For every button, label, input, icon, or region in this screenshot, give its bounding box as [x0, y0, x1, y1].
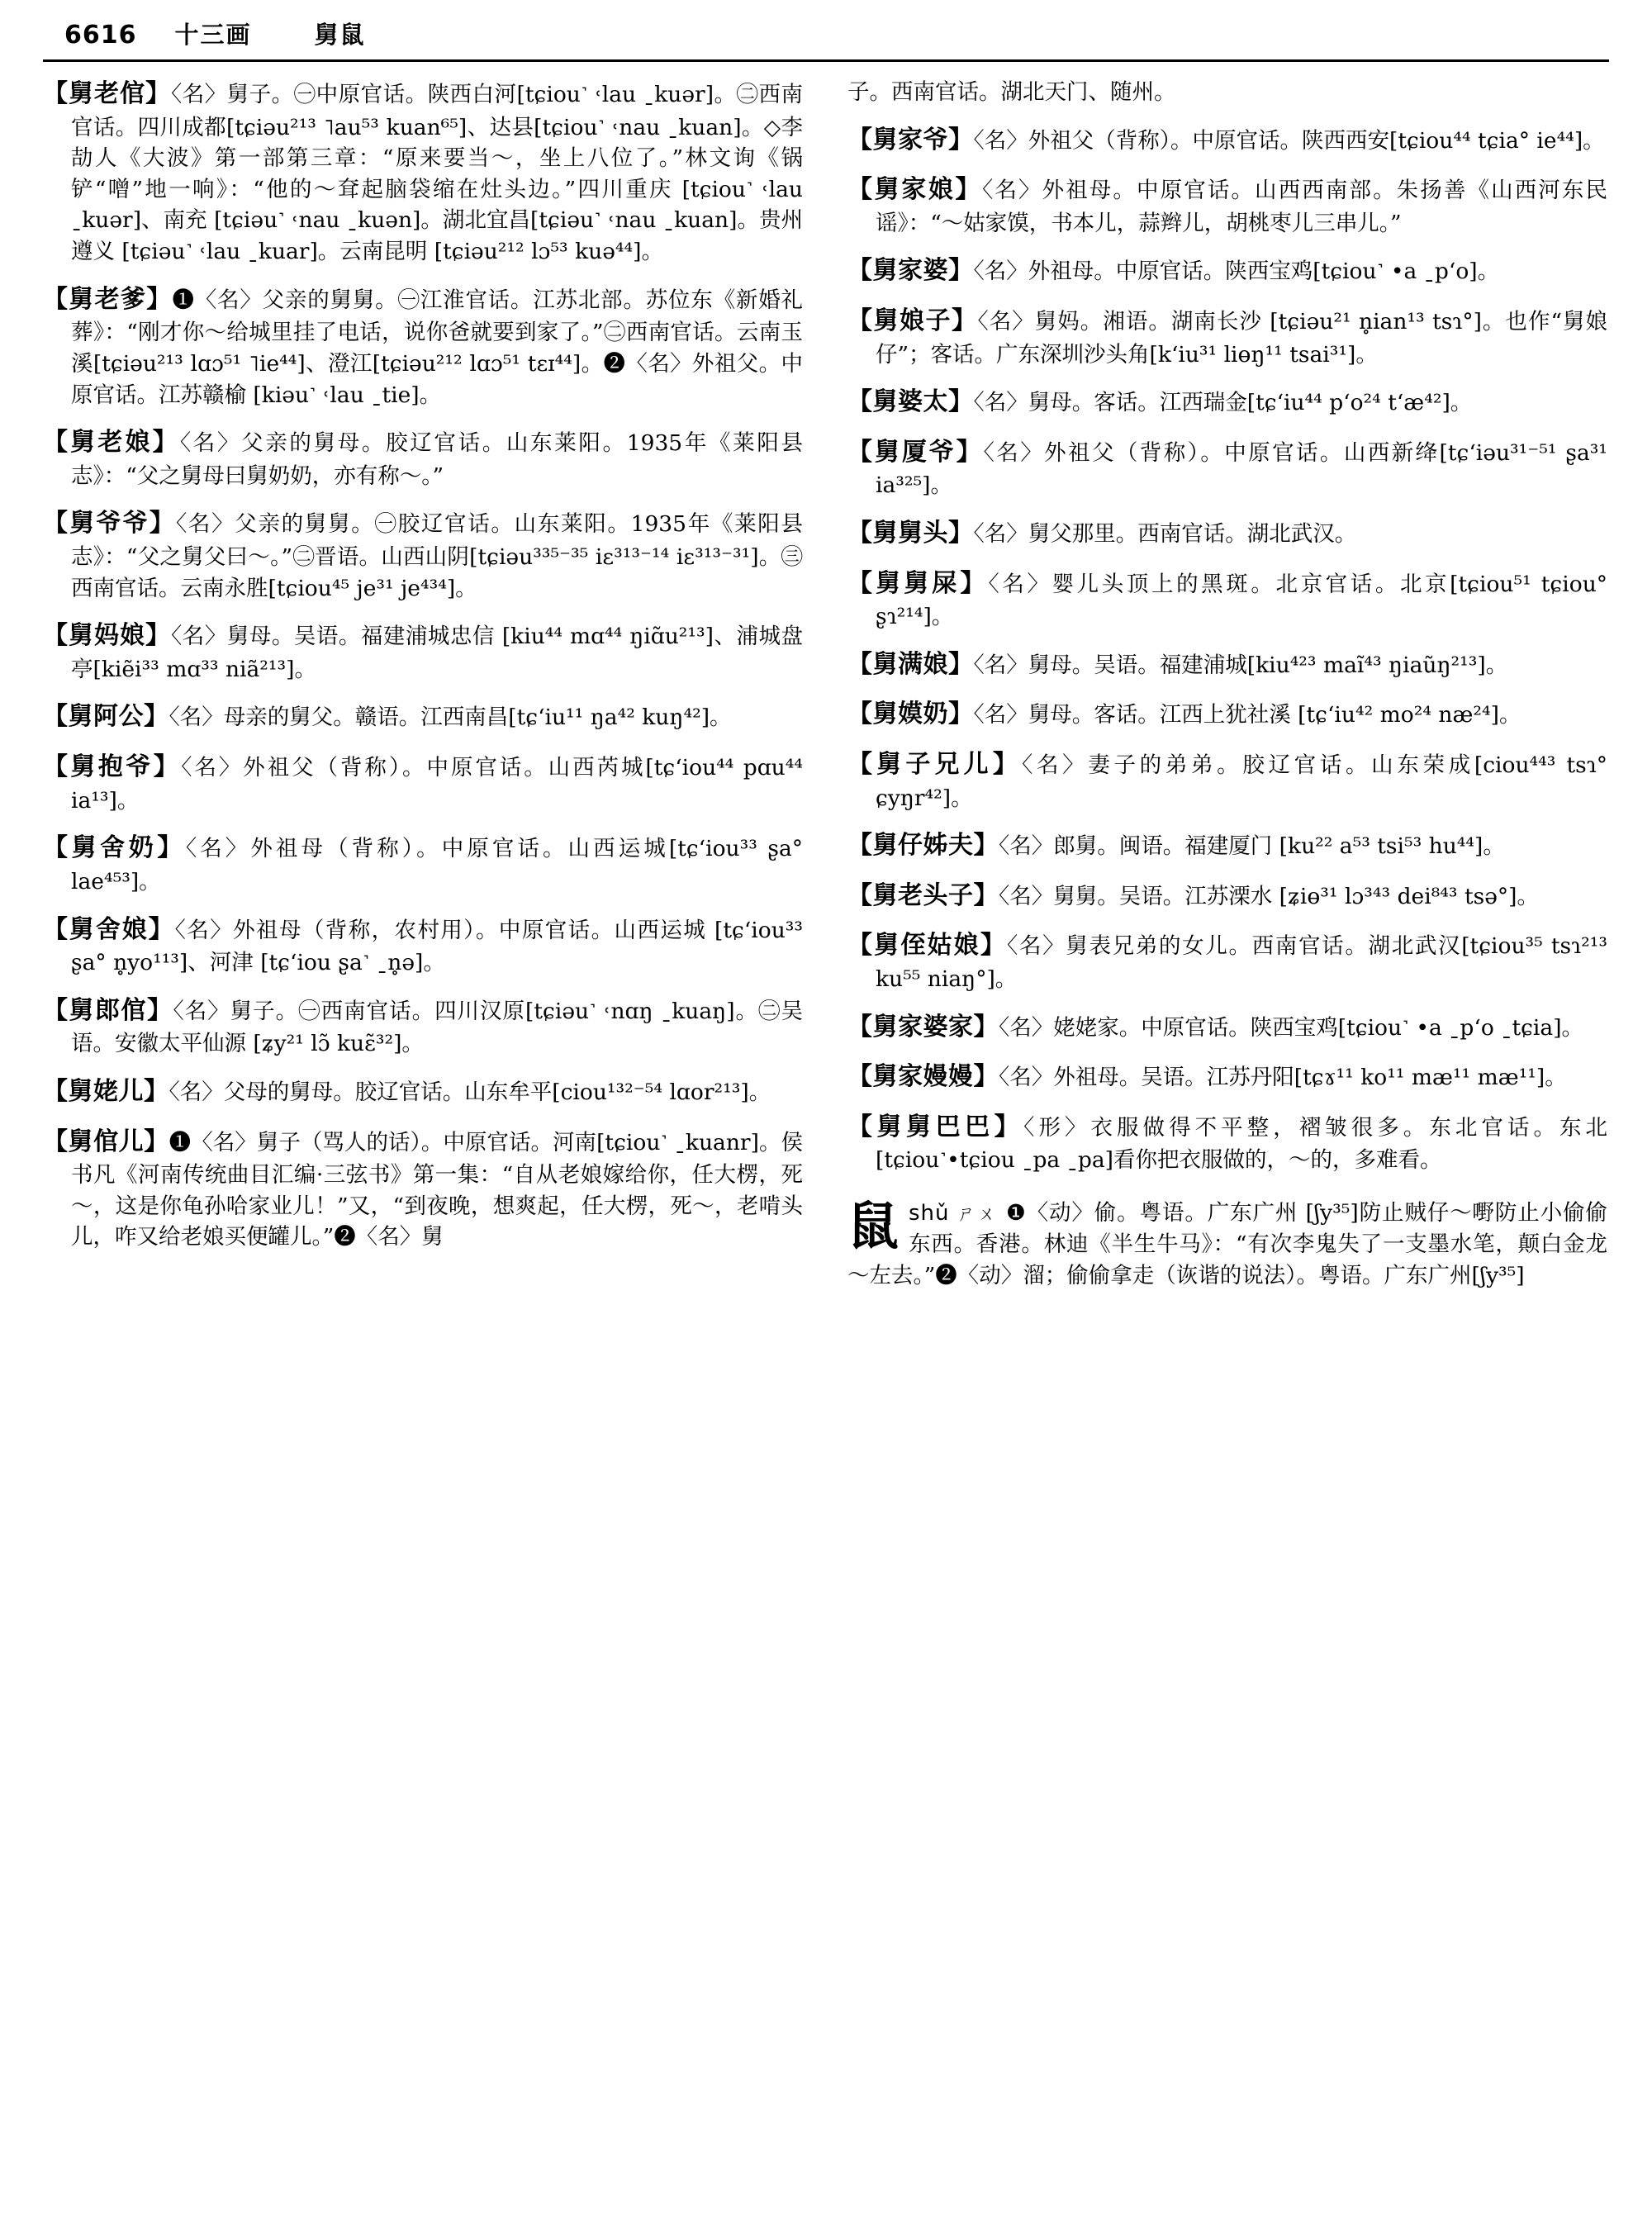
entry-headword: 【舅老爹】	[43, 284, 173, 314]
pinyin-label: shǔ	[909, 1201, 950, 1226]
dictionary-entry	[43, 750, 803, 816]
entry-body: 〈名〉父母的舅母。胶辽官话。山东牟平[ciou¹³²⁻⁵⁴ lɑor²¹³]。	[169, 1079, 771, 1105]
dictionary-entry	[43, 77, 803, 268]
entry-headword: 【舅爷爷】	[43, 509, 176, 539]
entry-headword: 【舅舅屎】	[847, 568, 989, 598]
entry-headword: 【舅阿公】	[43, 702, 169, 732]
entry-body: 〈名〉外祖父（背称）。中原官话。陕西西安[tɕiou⁴⁴ tɕia° ie⁴⁴]。	[973, 127, 1605, 154]
entry-body: 〈名〉妻子的弟弟。胶辽官话。山东荣成[ciou⁴⁴³ tsɿ° ɕyŋr⁴²]。	[876, 752, 1607, 811]
entry-headword: 【舅家娘】	[847, 175, 983, 205]
entry-body: 〈名〉父亲的舅母。胶辽官话。山东莱阳。1935年《莱阳县志》：“父之舅母曰舅奶奶，亦有称～。”	[71, 430, 803, 489]
entry-headword: 【舅妈娘】	[43, 621, 172, 651]
entry-body: 〈名〉外祖母。吴语。江苏丹阳[tɕɤ¹¹ ko¹¹ mæ¹¹ mæ¹¹]。	[999, 1065, 1567, 1091]
dictionary-entry	[847, 928, 1607, 994]
entry-body: 〈名〉舅母。吴语。福建浦城[kiu⁴²³ maĩ⁴³ ŋiaũŋ²¹³]。	[973, 652, 1508, 678]
dictionary-entry	[847, 516, 1607, 552]
entry-body: 〈名〉婴儿头顶上的黑斑。北京官话。北京[tɕiou⁵¹ tɕiou° ʂɿ²¹⁴]。	[876, 571, 1608, 630]
entry-body: ❶〈名〉父亲的舅舅。㊀江淮官话。江苏北部。苏位东《新婚礼葬》：“刚才你～给城里挂了电话，说你爸就要到家了。”㊁西南官话。云南玉溪[tɕiəu²¹³ lɑɔ⁵¹ ˥ie⁴⁴]、澄江[tɕiəu²¹² lɑɔ⁵¹ tɛɪ⁴⁴]。❷〈名〉外祖父。中原官话。江苏赣榆 [kiəu˺ ˓lau ˍtie]。	[71, 287, 803, 408]
entry-headword: 【舅厦爷】	[847, 437, 984, 467]
right-column	[847, 77, 1607, 2191]
dictionary-entry	[43, 831, 803, 897]
entry-body: 〈名〉舅母。吴语。福建浦城忠信 [kiu⁴⁴ mɑ⁴⁴ ŋiɑ̃u²¹³]、浦城盘亭[kiẽi³³ mɑ³³ niã²¹³]。	[71, 624, 804, 682]
entry-body: 〈名〉母亲的舅父。赣语。江西南昌[tɕʻiu¹¹ ŋa⁴² kuŋ⁴²]。	[169, 705, 732, 731]
dictionary-entry	[43, 700, 803, 735]
entry-headword: 【舅郎倌】	[43, 995, 173, 1025]
dictionary-entry	[847, 747, 1607, 814]
dictionary-entry	[847, 435, 1607, 501]
dictionary-entry-continuation	[847, 77, 1607, 108]
entry-body: 〈名〉外祖父（背称）。中原官话。山西新绛[tɕʻiəu³¹⁻⁵¹ ʂa³¹ ia³²⁵]。	[876, 439, 1607, 499]
entry-headword: 【舅老娘】	[43, 428, 180, 458]
entry-headword: 【舅舅巴巴】	[847, 1112, 1024, 1141]
entry-body: 〈名〉姥姥家。中原官话。陕西宝鸡[tɕiou˺ •a ˍpʻo ˍtɕia]。	[999, 1014, 1584, 1041]
entry-body: 〈名〉外祖母。中原官话。山西西南部。朱扬善《山西河东民谣》：“～姑家馍，书本儿，蒜辫儿，胡桃枣儿三串儿。”	[876, 178, 1608, 236]
entry-body: 〈名〉父亲的舅舅。㊀胶辽官话。山东莱阳。1935年《莱阳县志》：“父之舅父曰～。”㊁晋语。山西山阴[tɕiəu³³⁵⁻³⁵ iɛ³¹³⁻¹⁴ iɛ³¹³⁻³¹]。㊂西南官话。云南永胜[tɕiou⁴⁵ je³¹ je⁴³⁴]。	[71, 511, 803, 601]
entry-body: 〈名〉郎舅。闽语。福建厦门 [ku²² a⁵³ tsi⁵³ hu⁴⁴]。	[999, 833, 1505, 860]
entry-body: ❶〈动〉偷。粤语。广东广州 [ʃy³⁵]防止贼仔～嘢防止小偷偷东西。香港。林迪《半生牛马》：“有次李鬼失了一支墨水笔，颠白金龙～左去。”❷〈动〉溜；偷偷拿走（诙谐的说法）。粤语。广东广州[ʃy³⁵]	[847, 1200, 1607, 1288]
entry-body: 〈名〉舅母。客话。江西瑞金[tɕʻiu⁴⁴ pʻo²⁴ tʻæ⁴²]。	[973, 390, 1473, 416]
dictionary-entry	[847, 1010, 1607, 1046]
entry-body: 子。西南官话。湖北天门、随州。	[847, 79, 1176, 105]
dictionary-entry	[847, 385, 1607, 420]
entry-headword: 【舅家嫚嫚】	[847, 1062, 999, 1092]
dictionary-entry	[43, 994, 803, 1060]
entry-headword: 【舅舅头】	[847, 519, 974, 548]
entry-body: 〈名〉外祖母。中原官话。陕西宝鸡[tɕiou˺ •a ˍpʻo]。	[973, 259, 1500, 285]
entry-body: 〈名〉舅表兄弟的女儿。西南官话。湖北武汉[tɕiou³⁵ tsɿ²¹³ ku⁵⁵ niaŋ°]。	[876, 933, 1607, 993]
dictionary-entry	[847, 828, 1607, 864]
entry-body: 〈名〉舅父那里。西南官话。湖北武汉。	[973, 521, 1357, 548]
dictionary-entry	[847, 697, 1607, 733]
entry-headword: 【舅舍奶】	[43, 833, 186, 863]
dictionary-entry	[847, 173, 1607, 239]
entry-headword: 【舅倌儿】	[43, 1127, 169, 1156]
dictionary-entry	[43, 282, 803, 410]
dictionary-entry	[847, 1110, 1607, 1176]
entry-headword: 【舅满娘】	[847, 649, 974, 679]
entry-body: 〈名〉舅子。㊀中原官话。陕西白河[tɕiou˺ ˓lau ˍkuər]。㊁西南官话。四川成都[tɕiəu²¹³ ˥au⁵³ kuan⁶⁵]、达县[tɕiou˺ ˓nau ˍkuan]。◇李劼人《大波》第一部第三章：“原来要当～，坐上八位了。”林文询《锅铲“噌”地一响》：“他的～耷起脑袋缩在灶头边。”四川重庆 [tɕiou˺ ˓lau ˍkuər]、南充 [tɕiəu˺ ˓nau ˍkuən]。湖北宜昌[tɕiəu˺ ˓nau ˍkuan]。贵州遵义 [tɕiəu˺ ˓lau ˍkuar]。云南昆明 [tɕiəu²¹² lɔ⁵³ kuə⁴⁴]。	[71, 82, 804, 265]
dictionary-entry	[847, 123, 1607, 159]
entry-headword: 【舅姥儿】	[43, 1076, 169, 1106]
entry-headword: 【舅婆太】	[847, 387, 974, 417]
dictionary-entry	[43, 506, 803, 604]
entry-headword: 【舅娘子】	[847, 306, 978, 336]
entry-body: 〈名〉舅妈。湘语。湖南长沙 [tɕiəu²¹ n̥ian¹³ tsɿ°]。也作“舅娘仔”；客话。广东深圳沙头角[kʻiu³¹ liɵŋ¹¹ tsai³¹]。	[876, 309, 1608, 368]
entry-headword: 【舅家婆家】	[847, 1012, 999, 1041]
entry-body: 〈名〉外祖父（背称）。中原官话。山西芮城[tɕʻiou⁴⁴ pɑu⁴⁴ ia¹³]。	[71, 755, 803, 814]
dictionary-entry	[43, 619, 803, 685]
dictionary-entry	[43, 1075, 803, 1110]
stroke-count-label: 十三画	[174, 21, 252, 49]
entry-headword: 【舅舍娘】	[43, 914, 175, 944]
entry-body: 〈名〉舅舅。吴语。江苏溧水 [ʑiɵ³¹ lɔ³⁴³ dei⁸⁴³ tsə°]。	[999, 883, 1539, 909]
header-rule	[43, 59, 1609, 62]
page-header	[43, 17, 1609, 59]
entry-headword: 【舅老头子】	[847, 880, 999, 910]
entry-headword: 【舅嫫奶】	[847, 700, 974, 729]
two-column-body	[43, 77, 1609, 2191]
entry-headword: 【舅老倌】	[43, 79, 171, 108]
entry-body: ❶〈名〉舅子（骂人的话）。中原官话。河南[tɕiou˺ ˍkuanr]。侯书凡《河南传统曲目汇编·三弦书》第一集：“自从老娘嫁给你，任大楞，死～，这是你龟孙哈家业儿！”又，“到夜晚，想爽起，任大楞，死～，老啃头儿，咋又给老娘买便罐儿。”❷〈名〉舅	[71, 1129, 804, 1250]
dictionary-entry	[847, 648, 1607, 683]
entry-headword: 【舅仔姊夫】	[847, 831, 999, 861]
dictionary-entry	[847, 567, 1607, 633]
dictionary-entry	[847, 254, 1607, 289]
entry-body: 〈名〉外祖母（背称）。中原官话。山西运城[tɕʻiou³³ ʂa° lae⁴⁵³]。	[71, 836, 803, 894]
left-column	[43, 77, 803, 2191]
entry-headword: 【舅子兄儿】	[847, 750, 1023, 780]
dictionary-entry	[43, 425, 803, 491]
dictionary-entry	[43, 913, 803, 979]
entry-body: 〈名〉外祖母（背称，农村用）。中原官话。山西运城 [tɕʻiou³³ ʂa° n̥yo¹¹³]、河津 [tɕʻiou ʂa˺ ˍn̥ə]。	[71, 917, 804, 976]
headchar-entry	[847, 1198, 1607, 1291]
entry-headword: 【舅家爷】	[847, 125, 974, 154]
entry-body: 〈名〉舅母。客话。江西上犹社溪 [tɕʻiu⁴² mo²⁴ næ²⁴]。	[973, 702, 1521, 728]
dictionary-entry	[847, 879, 1607, 914]
entry-headword: 【舅侄姑娘】	[847, 931, 1008, 961]
zhuyin-label: ㄕㄨ	[957, 1204, 999, 1226]
dictionary-entry	[847, 304, 1607, 370]
dictionary-entry	[847, 1060, 1607, 1095]
head-character: 鼠	[847, 1196, 900, 1257]
dictionary-entry	[43, 1125, 803, 1253]
entry-body: 〈名〉舅子。㊀西南官话。四川汉原[tɕiəu˺ ˓nɑŋ ˍkuaŋ]。㊁吴语。安徽太平仙源 [ʑy²¹ lɔ̃ kuɛ̃³²]。	[71, 998, 804, 1057]
radical-chars-label: 舅鼠	[314, 21, 366, 49]
entry-body: 〈形〉衣服做得不平整，褶皱很多。东北官话。东北[tɕiou˺•tɕiou ˍpa ˍpa]看你把衣服做的，～的，多难看。	[876, 1114, 1608, 1174]
entry-headword: 【舅家婆】	[847, 256, 974, 286]
entry-headword: 【舅抱爷】	[43, 752, 182, 782]
page-number: 6616	[64, 21, 137, 50]
